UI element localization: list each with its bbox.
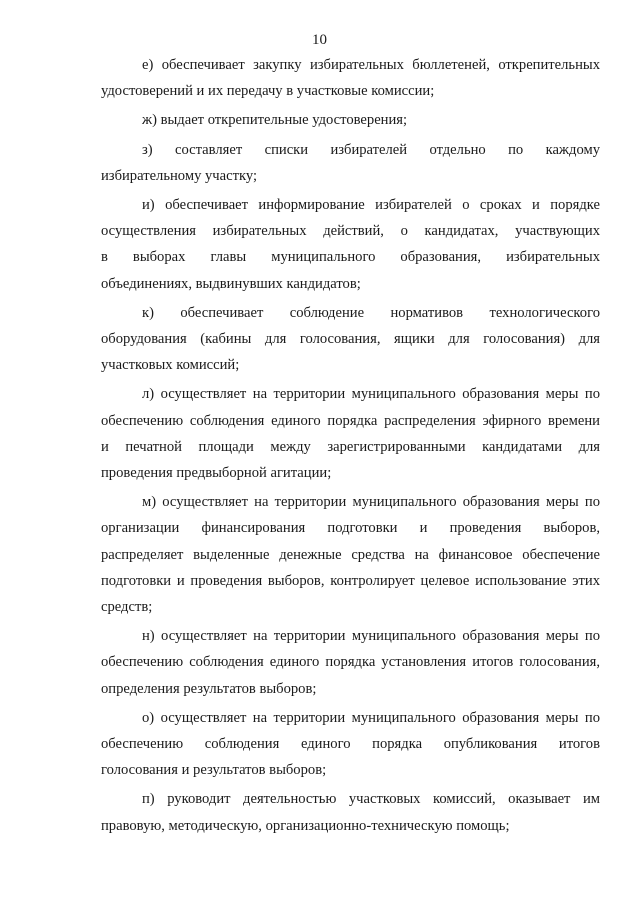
text-line: участковых комиссий; [101,357,240,374]
paragraph [101,137,600,189]
text-line: м) осуществляет на территории муниципального образования меры по [142,494,600,511]
paragraph [101,107,600,133]
text-line: з) составляет списки избирателей отдельно по каждому [142,141,600,158]
text-line: осуществления избирательных действий, о кандидатах, участвующих [101,223,600,240]
page-number: 10 [312,32,327,48]
text-line: организации финансирования подготовки и проведения выборов, [101,520,600,537]
text-line: н) осуществляет на территории муниципального образования меры по [142,628,600,645]
text-line: избирательному участку; [101,167,258,184]
document-body [101,52,600,842]
text-line: ж) выдает открепительные удостоверения; [142,112,408,129]
text-line: подготовки и проведения выборов, контролирует целевое использование этих [101,572,600,589]
text-line: обеспечению соблюдения единого порядка распределения эфирного времени [101,412,600,429]
paragraph [101,786,600,838]
text-line: обеспечению соблюдения единого порядка опубликования итогов [101,736,600,753]
paragraph [101,705,600,784]
text-line: к) обеспечивает соблюдение нормативов технологического [142,304,600,321]
text-line: е) обеспечивает закупку избирательных бюллетеней, открепительных [142,57,600,73]
text-line: голосования и результатов выборов; [101,762,327,779]
text-line: и) обеспечивает информирование избирателей о сроках и порядке [142,197,600,214]
paragraph [101,381,600,486]
text-line: в выборах главы муниципального образования, избирательных [101,249,600,266]
text-line: о) осуществляет на территории муниципального образования меры по [142,709,600,726]
text-line: п) руководит деятельностью участковых комиссий, оказывает им [142,791,600,808]
text-line: оборудования (кабины для голосования, ящики для голосования) для [101,331,600,348]
text-line: удостоверений и их передачу в участковые комиссии; [101,83,435,100]
text-line: правовую, методическую, организационно-техническую помощь; [101,817,510,834]
text-line: обеспечению соблюдения единого порядка установления итогов голосования, [101,654,600,671]
text-line: объединениях, выдвинувших кандидатов; [101,275,361,292]
text-line: проведения предвыборной агитации; [101,465,332,482]
paragraph [101,489,600,620]
paragraph [101,192,600,297]
text-line: и печатной площади между зарегистрированными кандидатами для [101,438,600,455]
paragraph [101,623,600,702]
text-line: определения результатов выборов; [101,680,317,697]
text-line: средств; [101,599,153,616]
text-line: распределяет выделенные денежные средства на финансовое обеспечение [101,546,600,563]
text-line: л) осуществляет на территории муниципального образования меры по [142,386,600,403]
paragraph [101,300,600,379]
paragraph [101,52,600,104]
